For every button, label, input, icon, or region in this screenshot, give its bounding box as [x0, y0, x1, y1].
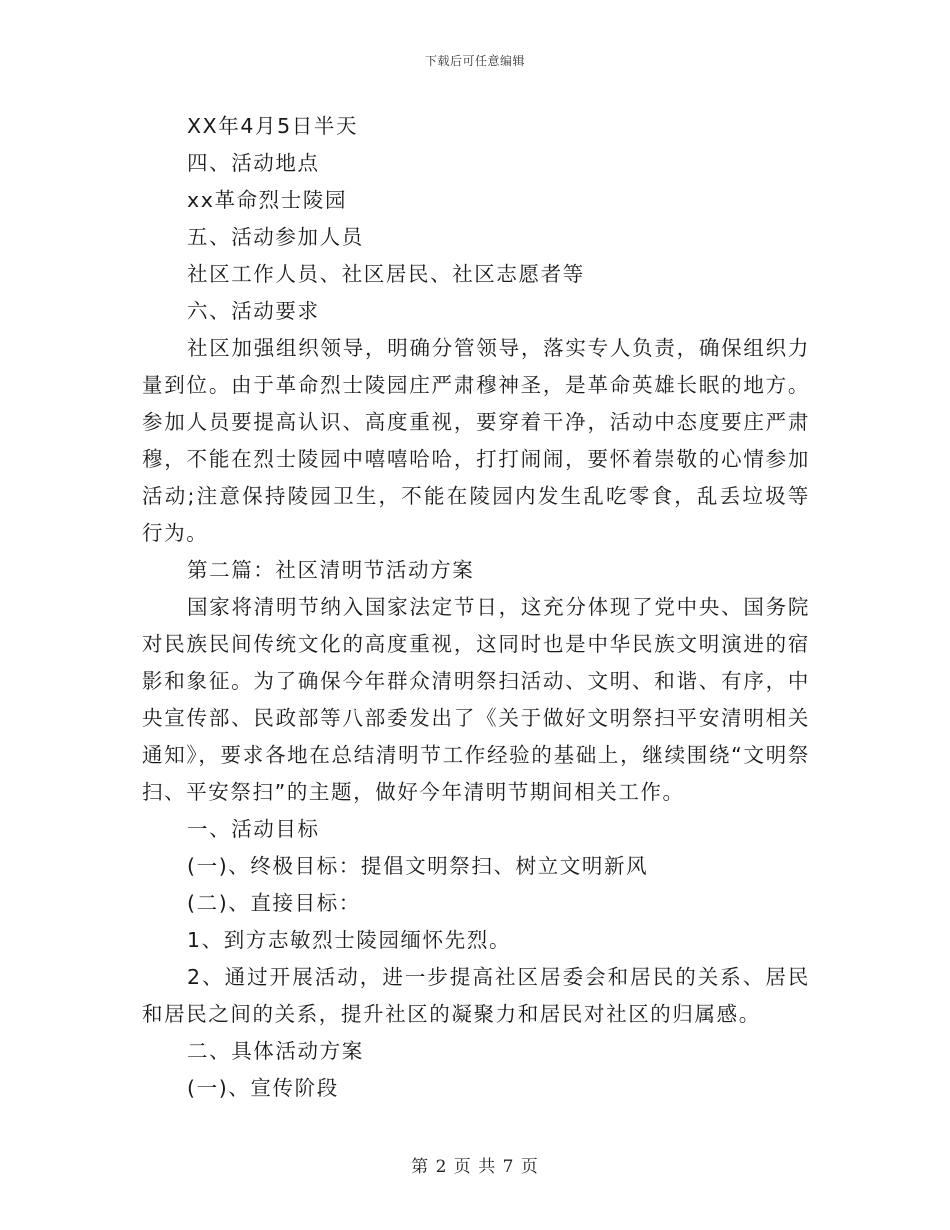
paragraph-requirements: 社区加强组织领导，明确分管领导，落实专人负责，确保组织力量到位。由于革命烈士陵园庄严肃穆神圣，是革命英雄长眠的地方。参加人员要提高认识、高度重视，要穿着干净，活动中态度要庄严肃穆，不能在烈士陵园中嘻嘻哈哈，打打闹闹，要怀着崇敬的心情参加活动;注意保持陵园卫生，不能在陵园内发生乱吃零食，乱丢垃圾等行为。	[142, 336, 810, 545]
heading-activity-goals: 一、活动目标	[187, 817, 320, 841]
page-number: 第 2 页 共 7 页	[411, 1157, 539, 1177]
paragraph-date: XX年4月5日半天	[187, 114, 359, 138]
heading-publicity-stage: (一)、宣传阶段	[187, 1076, 339, 1100]
paragraph-direct-goal: (二)、直接目标：	[187, 891, 361, 915]
heading-part-two: 第二篇：社区清明节活动方案	[187, 558, 475, 582]
paragraph-ultimate-goal: (一)、终极目标：提倡文明祭扫、树立文明新风	[187, 854, 649, 878]
heading-activity-location: 四、活动地点	[187, 151, 320, 175]
paragraph-goal-two: 2、通过开展活动，进一步提高社区居委会和居民的关系、居民和居民之间的关系，提升社区的凝聚力和居民对社区的归属感。	[142, 965, 810, 1026]
heading-requirements: 六、活动要求	[187, 299, 320, 323]
paragraph-background: 国家将清明节纳入国家法定节日，这充分体现了党中央、国务院对民族民间传统文化的高度重视，这同时也是中华民族文明演进的宿影和象征。为了确保今年群众清明祭扫活动、文明、和谐、有序，中央宣传部、民政部等八部委发出了《关于做好文明祭扫平安清明相关通知》，要求各地在总结清明节工作经验的基础上，继续围绕“文明祭扫、平安祭扫”的主题，做好今年清明节期间相关工作。	[142, 595, 810, 804]
paragraph-participants: 社区工作人员、社区居民、社区志愿者等	[187, 262, 585, 286]
document-body	[142, 108, 810, 1107]
heading-participants: 五、活动参加人员	[187, 225, 364, 249]
paragraph-goal-one: 1、到方志敏烈士陵园缅怀先烈。	[187, 928, 512, 952]
page-header-note: 下载后可任意编辑	[424, 54, 525, 68]
heading-activity-plan: 二、具体活动方案	[187, 1039, 364, 1063]
paragraph-location: xx革命烈士陵园	[187, 188, 348, 212]
